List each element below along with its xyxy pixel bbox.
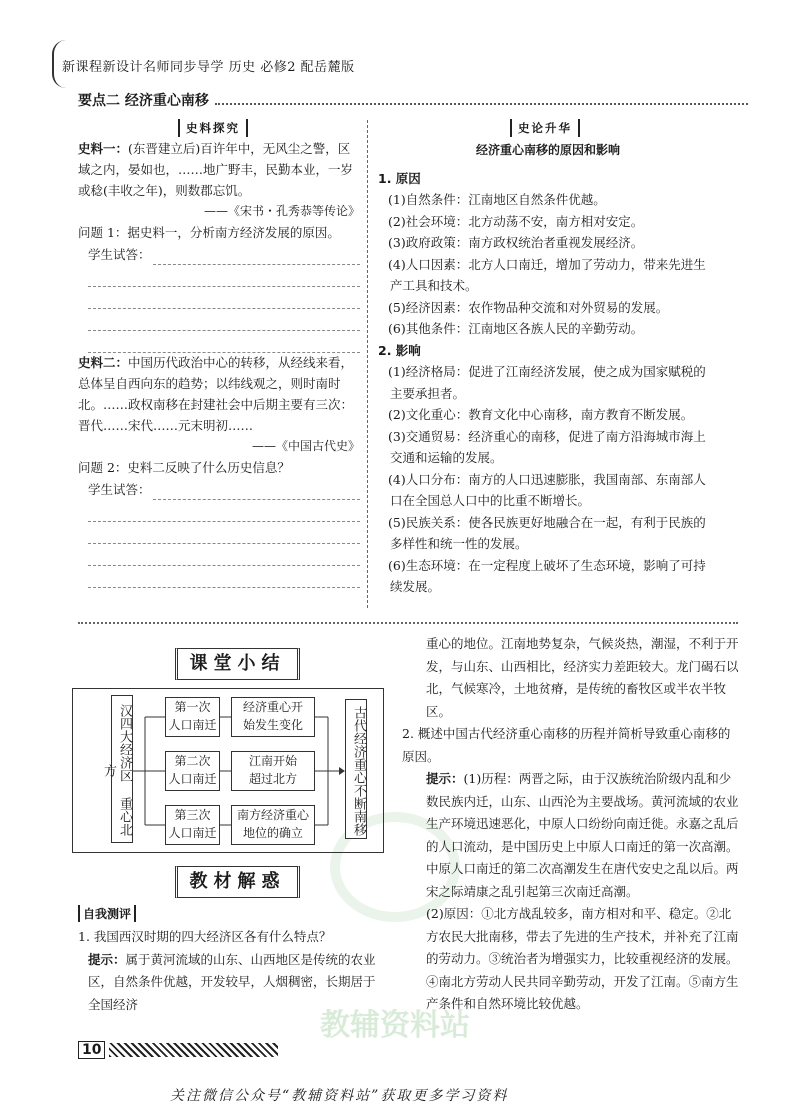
impact-item: (6)生态环境：在一定程度上破坏了生态环境，影响了可持续发展。 — [388, 557, 706, 594]
reason-item: (5)经济因素：农作物品种交流和对外贸易的发展。 — [388, 299, 669, 315]
watermark-text: 教辅资料站 — [320, 1008, 470, 1043]
reason-item: (3)政府政策：南方政权统治者重视发展经济。 — [388, 235, 644, 250]
self-test-continued — [402, 633, 742, 1016]
section-heading: 要点二 经济重心南移 — [78, 93, 209, 109]
result-box-2: 江南开始 超过北方 — [231, 751, 315, 791]
self-test-label: 自我测评 — [78, 905, 136, 922]
causes-heading: 1. 原因 — [378, 170, 421, 186]
migration-box-2: 第二次 人口南迁 — [165, 751, 220, 791]
impact-item: (4)人口分布：南方的人口迅速膨胀，我国南部、东南部人口在全国总人口中的比重不断增长。 — [388, 471, 706, 508]
answer-1-continued: 重心的地位。江南地势复杂，气候炎热，潮湿，不利于开发，与山东、山西相比，经济实力差距较大。龙门碣石以北，气候寒冷，土地贫瘠，是传统的畜牧区或半农半牧区。 — [426, 636, 739, 719]
material-one-text: (东晋建立后)百许年中，无风尘之警，区域之内，晏如也，……地广野丰，民勤本业，一岁或稔(丰收之年)，则数郡忘饥。 — [78, 141, 354, 198]
summary-diagram — [72, 688, 384, 853]
student-answer-label: 学生试答： — [88, 247, 151, 262]
impact-item: (5)民族关系：使各民族更好地融合在一起，有利于民族的多样性和统一性的发展。 — [388, 514, 706, 551]
section-title — [78, 90, 748, 110]
source-exploration-label: 史料探究 — [178, 119, 248, 137]
self-test-question-2: 2. 概述中国古代经济重心南移的历程并简析导致重心南移的原因。 — [402, 726, 731, 764]
textbook-explanation-banner: 教材解惑 — [175, 866, 300, 898]
impact-item: (3)交通贸易：经济重心的南移，促进了南方沿海城市海上交通和运输的发展。 — [388, 428, 706, 465]
material-two — [78, 352, 360, 588]
question-two: 问题 2：史料二反映了什么历史信息？ — [78, 460, 290, 475]
reason-item: (6)其他条件：江南地区各族人民的辛勤劳动。 — [388, 321, 644, 336]
reason-item: (4)人口因素：北方人口南迁，增加了劳动力，带来先进生产工具和技术。 — [388, 256, 706, 293]
reason-item: (1)自然条件：江南地区自然条件优越。 — [388, 192, 606, 207]
impact-item: (2)文化重心：教育文化中心南移，南方教育不断发展。 — [388, 407, 694, 422]
result-box-1: 经济重心开 始发生变化 — [231, 697, 315, 737]
material-two-text: 中国历代政治中心的转移，从经线来看，总体呈自西向东的趋势；以纬线观之，则时南时北。……政权南移在封建社会中后期主要有三次：晋代……宋代……元末明初…… — [78, 355, 354, 433]
result-box-3: 南方经济重心 地位的确立 — [231, 805, 315, 845]
footer-note: 关注微信公众号“教辅资料站”获取更多学习资料 — [170, 1088, 509, 1104]
answer-area-two[interactable] — [88, 478, 360, 588]
self-test-section — [78, 905, 378, 1016]
class-summary-banner: 课堂小结 — [175, 648, 300, 680]
section-separator — [78, 622, 738, 624]
question-one: 问题 1：据史料一，分析南方经济发展的原因。 — [78, 225, 340, 240]
material-one — [78, 138, 360, 353]
southward-shift-box: 古代经济重心不断南移 — [345, 699, 367, 839]
material-two-source: ——《中国古代史》 — [251, 439, 360, 453]
page-number-bar — [78, 1040, 278, 1060]
page-header: 新课程新设计名师同步导学 历史 必修2 配岳麓版 — [62, 60, 355, 75]
causes-impacts — [378, 140, 718, 598]
answer-2-history: (1)历程：两晋之际，由于汉族统治阶级内乱和少数民族内迁，山东、山西沦为主要战场。黄河流域的农业生产环境迅速恶化，中原人口纷纷向南迁徙。永嘉之乱后的人口流动，是中国历史上中原人口南迁的第一次高潮。中原人口南迁的第二次高潮发生在唐代安史之乱以后。两宋之际靖康之乱引起第三次南迁高潮。 — [426, 771, 739, 899]
column-divider — [367, 120, 368, 608]
answer-1-text: 属于黄河流域的山东、山西地区是传统的农业区，自然条件优越，开发较早，人烟稠密，长期居于全国经济 — [88, 951, 376, 1012]
self-test-question-1: 1. 我国西汉时期的四大经济区各有什么特点？ — [78, 929, 332, 944]
dotted-rule — [215, 95, 748, 105]
causes-impacts-title: 经济重心南移的原因和影响 — [475, 143, 620, 157]
hint-label: 提示： — [88, 951, 126, 967]
reason-item: (2)社会环境：北方动荡不安，南方相对安定。 — [388, 213, 644, 229]
migration-box-1: 第一次 人口南迁 — [165, 697, 220, 737]
impact-item: (1)经济格局：促进了江南经济发展，使之成为国家赋税的主要承担者。 — [388, 364, 706, 401]
material-two-label: 史料二： — [78, 355, 129, 370]
answer-area-one[interactable] — [88, 243, 360, 353]
migration-box-3: 第三次 人口南迁 — [165, 805, 220, 845]
student-answer-label: 学生试答： — [88, 482, 151, 497]
answer-2-reasons: (2)原因：①北方战乱较多，南方相对和平、稳定。②北方农民大批南移，带去了先进的生产技术，并补充了江南的劳动力。③统治者为增强实力，比较重视经济的发展。④南北方劳动人民共同辛勤劳动，开发了江南。⑤南方生产条件和自然环境比较优越。 — [426, 906, 739, 1011]
page-stripe — [109, 1043, 278, 1057]
material-one-source: ——《宋书・孔秀恭等传论》 — [203, 204, 360, 218]
impacts-heading: 2. 影响 — [378, 342, 421, 358]
theory-upgrade-label: 史论升华 — [510, 119, 580, 137]
han-economic-zones-box: 汉四大经济区 重心北方 — [111, 695, 133, 843]
hint-label: 提示： — [426, 771, 464, 786]
page-number: 10 — [78, 1041, 105, 1059]
material-one-label: 史料一： — [78, 141, 129, 156]
